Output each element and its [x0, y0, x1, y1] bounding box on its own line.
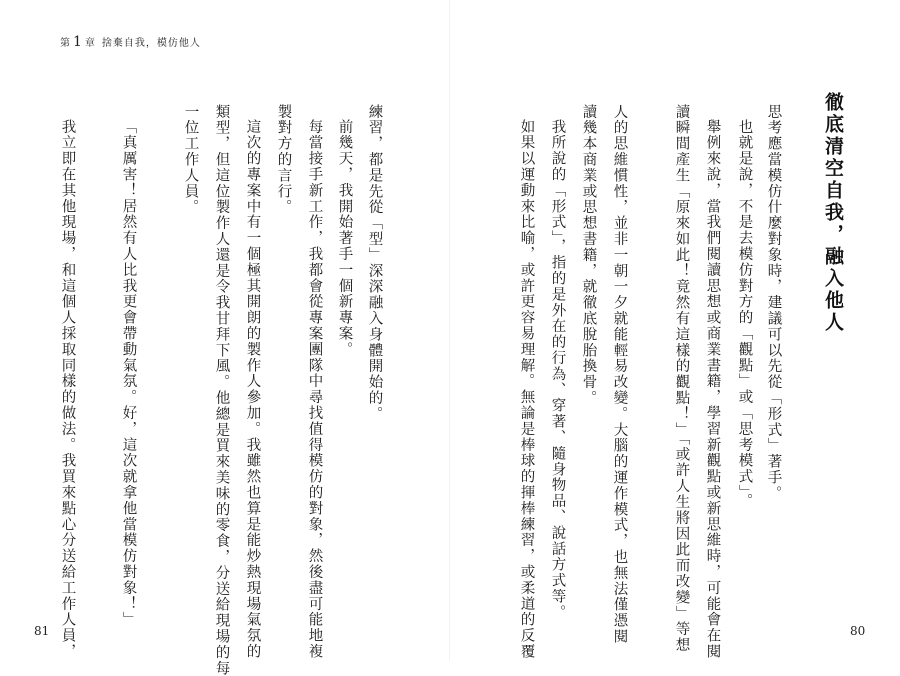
text-column: 我所說的「形式」，指的是外在的行為、穿著、隨身物品、說話方式等。: [549, 119, 566, 621]
chapter-prefix: 第: [60, 38, 71, 49]
section-heading: 徹底清空自我，融入他人: [822, 92, 844, 334]
text-column: 我立即在其他現場，和這個人採取同樣的做法。我買來點心分送給工作人員，: [59, 119, 76, 660]
text-column: 也就是說，不是去模仿對方的「觀點」或「思考模式」。: [736, 119, 753, 510]
text-column: 讀幾本商業或思想書籍，就徹底脫胎換骨。: [580, 104, 597, 407]
text-column: 這次的專案中有一個極其開朗的製作人參加。我雖然也算是能炒熱現場氣氛的: [244, 119, 261, 660]
text-column: 練習，都是先從「型」深深融入身體開始的。: [366, 104, 383, 422]
text-column: 舉例來說，當我們閱讀思想或商業書籍，學習新觀點或新思維時，可能會在閱: [704, 119, 721, 660]
text-column: 人的思維慣性，並非一朝一夕就能輕易改變。大腦的運作模式，也無法僅憑閱: [611, 104, 628, 645]
book-gutter: [449, 0, 450, 661]
text-column: 思考應當模仿什麼對象時，建議可以先從「形式」著手。: [765, 104, 782, 502]
chapter-suffix: 章: [84, 38, 96, 49]
text-column: 類型，但這位製作人還是令我甘拜下風。他總是買來美味的零食，分送給現場的每: [213, 104, 230, 676]
text-column: 如果以運動來比喻，或許更容易理解。無論是棒球的揮棒練習，或柔道的反覆: [518, 119, 535, 660]
chapter-number: 1: [73, 34, 83, 50]
text-column: 一位工作人員。: [182, 104, 199, 216]
chapter-title: 捨棄自我，模仿他人: [101, 38, 201, 49]
text-column: 「真厲害！居然有人比我更會帶動氣氛。好，這次就拿他當模仿對象！」: [120, 119, 137, 628]
text-column: 讀瞬間產生「原來如此！竟然有這樣的觀點！」「或許人生將因此而改變」等想: [673, 104, 690, 654]
text-column: 每當接手新工作，我都會從專案團隊中尋找值得模仿的對象，然後盡可能地複: [306, 119, 323, 660]
page-number-right: 80: [850, 624, 866, 638]
running-header: [60, 34, 201, 50]
page-number-left: 81: [34, 624, 50, 638]
text-column: 前幾天，我開始著手一個新專案。: [336, 119, 353, 358]
text-column: 製對方的言行。: [275, 104, 292, 216]
